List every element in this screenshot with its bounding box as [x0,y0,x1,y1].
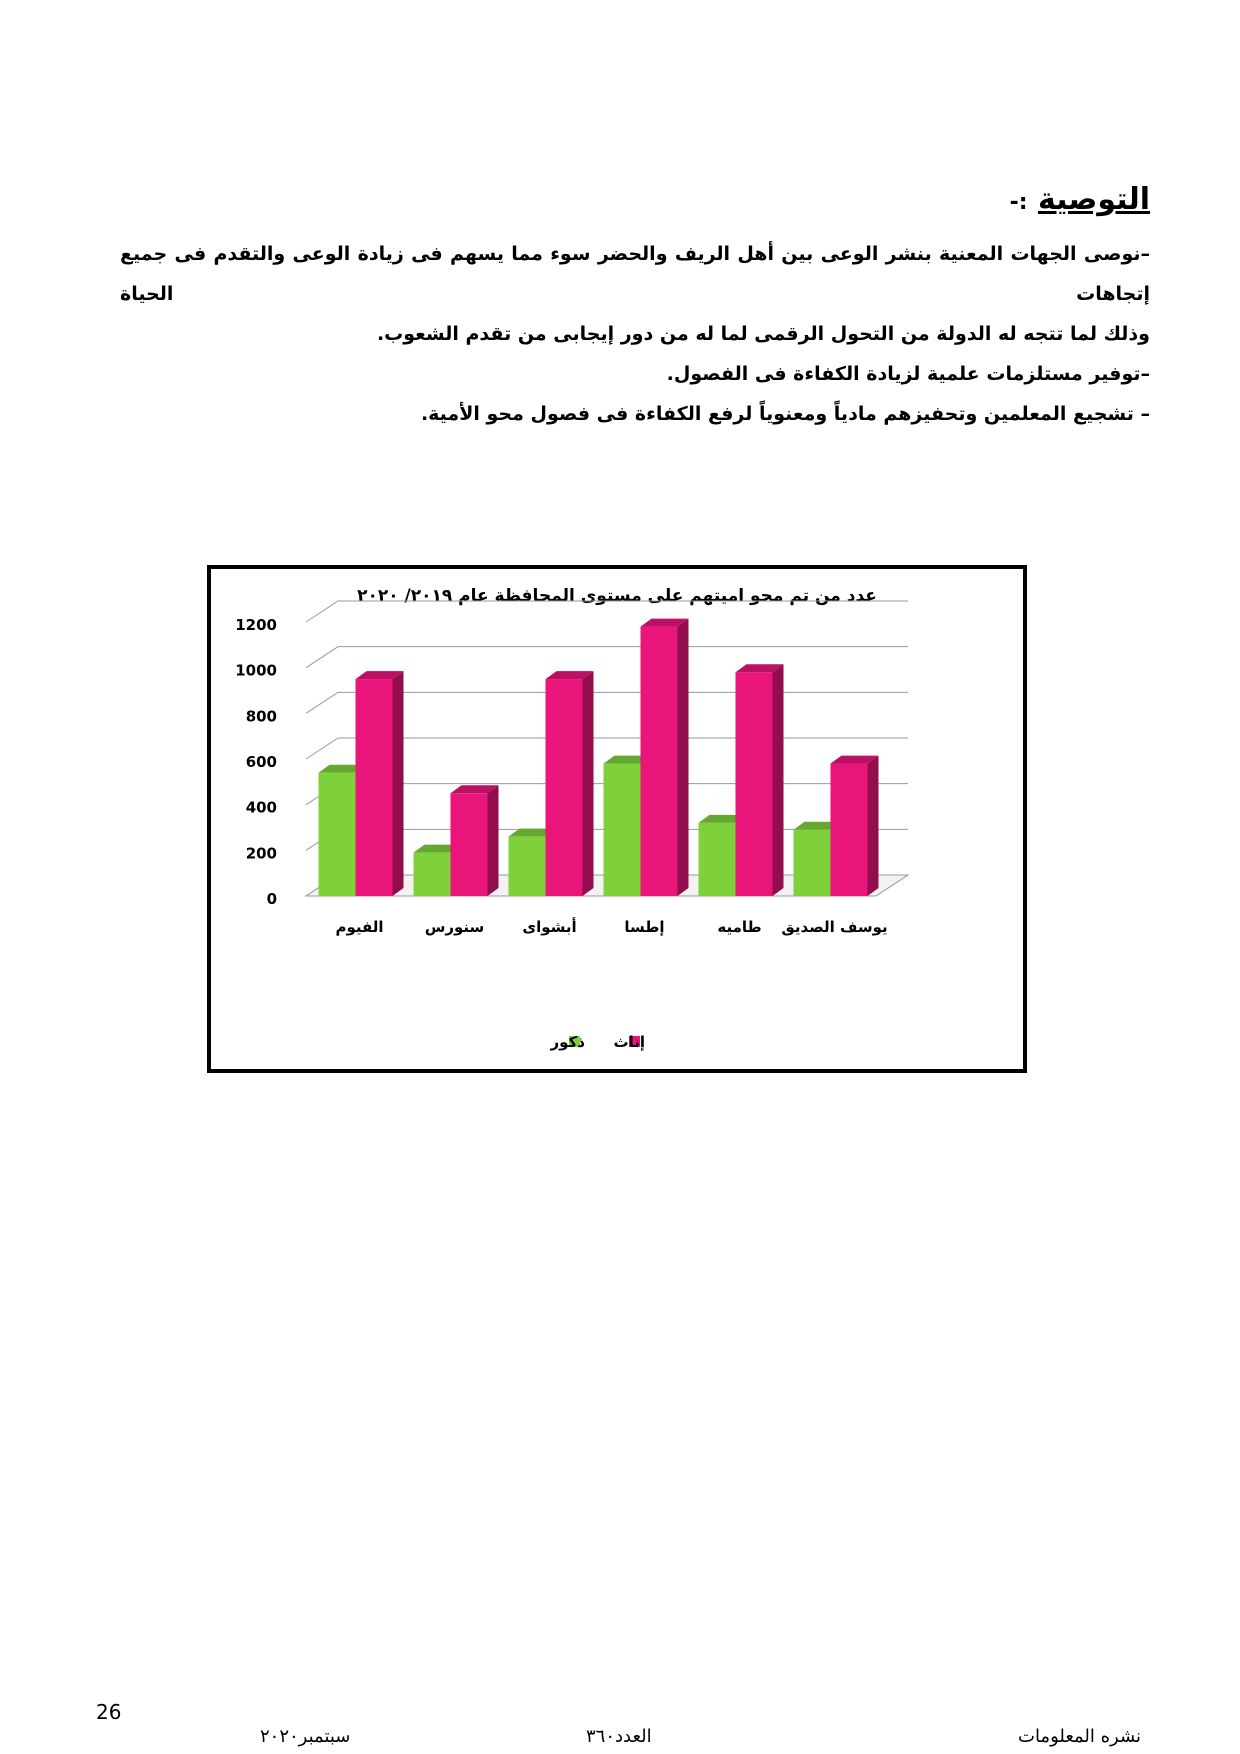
footer-date: سبتمبر٢٠٢٠ [260,1726,351,1747]
x-tick-label: إطسا [624,918,665,936]
bar-female-3 [641,627,678,896]
recommendations-section [120,182,1150,434]
recommendation-line-3: –توفير مستلزمات علمية لزيادة الكفاءة فى الفصول. [666,363,1150,385]
legend-label-female: إناث [613,1033,645,1051]
bar-male-0 [319,773,356,896]
recommendations-heading [120,182,1150,222]
y-tick-label: 400 [245,798,277,817]
recommendations-title: التوصية [1037,182,1150,217]
gridline-5 [306,647,908,668]
y-tick-label: 0 [266,890,277,908]
chart-title: عدد من تم محو اميتهم على مستوى المحافظة عام ٢٠١٩/ ٢٠٢٠ [357,586,877,606]
x-tick-label: الفيوم [335,918,384,936]
recommendation-line-4: – تشجيع المعلمين وتحفيزهم مادياً ومعنوياً لرفع الكفاءة فى فصول محو الأمية. [420,403,1150,425]
bar-side [773,664,784,896]
chart-bars [319,619,879,896]
bar-side [488,785,499,896]
bar-female-0 [356,679,393,896]
y-tick-label: 1200 [235,616,277,634]
x-tick-label: يوسف الصديق [781,918,888,936]
footer-issue: العدد٣٦٠ [586,1726,652,1747]
footer-publication: نشره المعلومات [1018,1726,1142,1747]
y-tick-label: 200 [245,844,277,863]
heading-suffix: :- [1009,190,1028,215]
bar-male-5 [794,830,831,896]
bar-female-2 [546,679,583,896]
bar-chart [207,565,1027,1073]
chart-legend [550,1033,645,1051]
bar-side [393,671,404,896]
x-tick-label: طاميه [717,918,762,936]
bar-male-1 [414,853,451,896]
bar-male-3 [604,764,641,896]
page-number: 26 [96,1700,122,1724]
bar-female-4 [736,672,773,896]
bar-female-1 [451,793,488,896]
x-tick-label: سنورس [424,918,485,936]
y-tick-label: 1000 [235,661,277,680]
bar-male-4 [699,823,736,896]
bar-side [678,619,689,896]
y-tick-label: 800 [245,707,277,726]
x-tick-label: أبشواى [522,918,577,936]
recommendation-line-2: وذلك لما تتجه له الدولة من التحول الرقمى لما له من دور إيجابى من تقدم الشعوب. [376,323,1150,345]
bar-side [583,671,594,896]
bar-female-5 [831,764,868,896]
y-axis [235,616,277,908]
legend-label-male: ذكور [550,1033,585,1051]
recommendation-line-1: –نوصى الجهات المعنية بنشر الوعى بين أهل الريف والحضر سوء مما يسهم فى زيادة الوعى والتقدم فى جميع إتجاهات الحياة [120,243,1150,305]
bar-side [868,756,879,896]
y-tick-label: 600 [245,753,277,771]
x-axis [335,917,887,936]
chart-canvas [211,569,1023,1069]
bar-male-2 [509,837,546,896]
